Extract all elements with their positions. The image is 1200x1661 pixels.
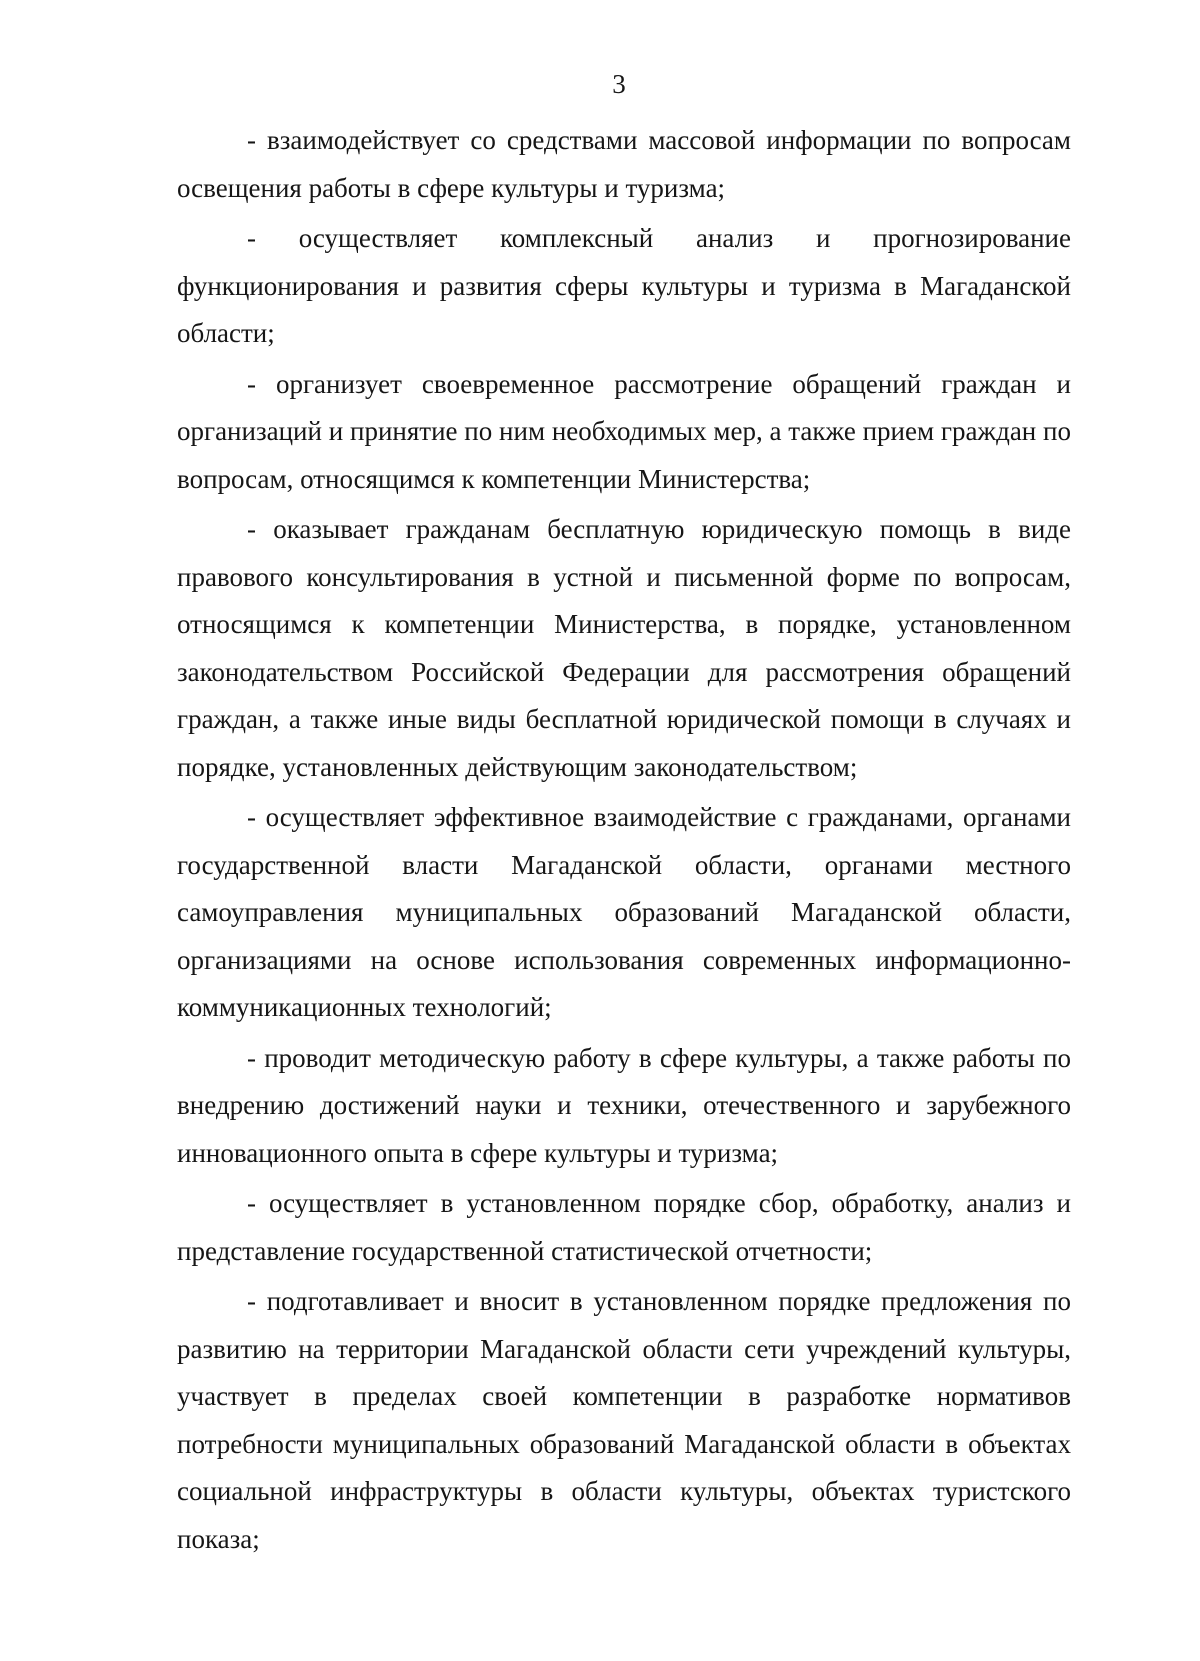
page-number: 3 xyxy=(612,69,626,99)
paragraph-statistics: - осуществляет в установленном порядке сбор, обработку, анализ и представление государственной статистической отчетности; xyxy=(177,1188,1071,1266)
paragraph-effective-interaction: - осуществляет эффективное взаимодействие с гражданами, органами государственной власти Магаданской области, органами местного самоуправления муниципальных образований Магаданской области, организациями на основе использования современных информационно-коммуникационных технологий; xyxy=(177,802,1071,1022)
paragraph-legal-aid: - оказывает гражданам бесплатную юридическую помощь в виде правового консультирования в устной и письменной форме по вопросам, относящимся к компетенции Министерства, в порядке, установленном законодательством Российской Федерации для рассмотрения обращений граждан, а также иные виды бесплатной юридической помощи в случаях и порядке, установленных действующим законодательством; xyxy=(177,514,1071,782)
document-body xyxy=(177,117,1071,1566)
paragraph-methodical-work: - проводит методическую работу в сфере культуры, а также работы по внедрению достижений науки и техники, отечественного и зарубежного инновационного опыта в сфере культуры и туризма; xyxy=(177,1042,1071,1168)
paragraph-analysis-forecasting: - осуществляет комплексный анализ и прогнозирование функционирования и развития сферы культуры и туризма в Магаданской области; xyxy=(177,223,1071,348)
paragraph-culture-network: - подготавливает и вносит в установленном порядке предложения по развитию на территории Магаданской области сети учреждений культуры, участвует в пределах своей компетенции в разработке нормативов потребности муниципальных образований Магаданской области в объектах социальной инфраструктуры в области культуры, объектах туристского показа; xyxy=(177,1286,1071,1554)
paragraph-media-interaction: - взаимодействует со средствами массовой информации по вопросам освещения работы в сфере культуры и туризма; xyxy=(177,125,1071,203)
paragraph-citizen-appeals: - организует своевременное рассмотрение обращений граждан и организаций и принятие по ним необходимых мер, а также прием граждан по вопросам, относящимся к компетенции Министерства; xyxy=(177,368,1071,494)
